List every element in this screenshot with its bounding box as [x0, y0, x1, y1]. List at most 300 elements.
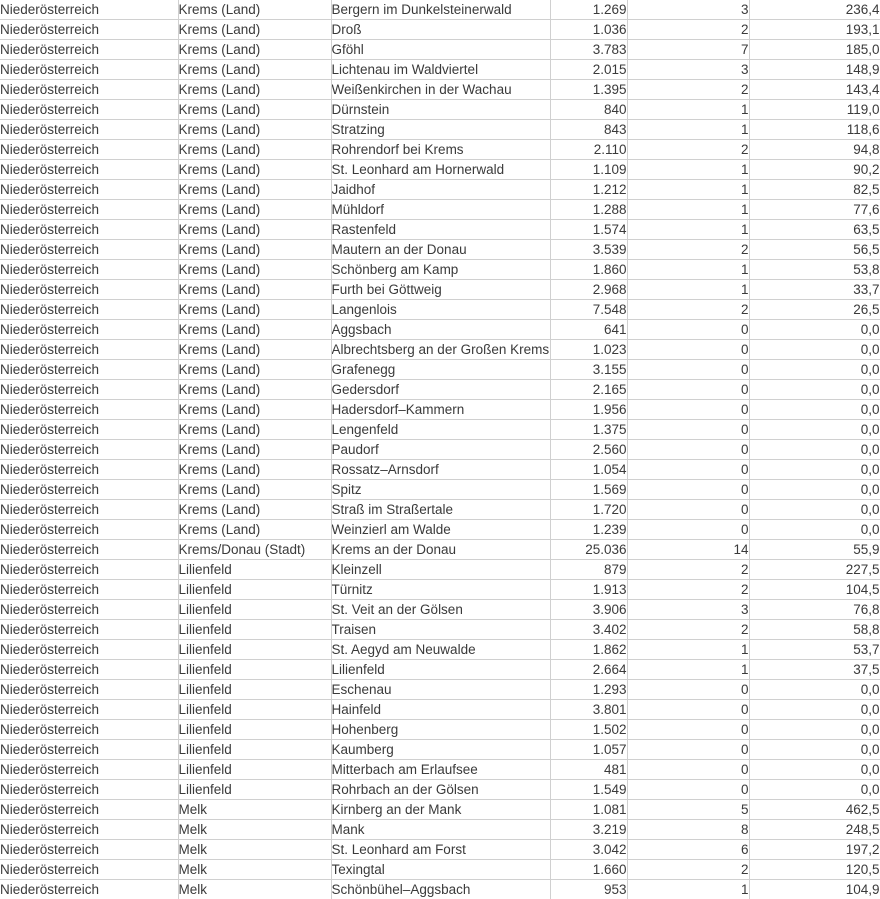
cell-municipality: Lilienfeld — [331, 660, 550, 680]
cell-district: Lilienfeld — [178, 580, 331, 600]
cell-rate: 104,9 — [749, 880, 880, 899]
cell-rate: 90,2 — [749, 160, 880, 180]
cell-district: Krems (Land) — [178, 20, 331, 40]
cell-count: 0 — [627, 500, 749, 520]
cell-population: 2.165 — [550, 380, 627, 400]
table-row — [0, 560, 880, 580]
cell-municipality: Eschenau — [331, 680, 550, 700]
cell-rate: 185,0 — [749, 40, 880, 60]
cell-district: Krems (Land) — [178, 0, 331, 20]
cell-municipality: Jaidhof — [331, 180, 550, 200]
cell-state: Niederösterreich — [0, 340, 178, 360]
cell-rate: 236,4 — [749, 0, 880, 20]
cell-count: 2 — [627, 20, 749, 40]
cell-municipality: Spitz — [331, 480, 550, 500]
cell-district: Melk — [178, 860, 331, 880]
cell-population: 843 — [550, 120, 627, 140]
table-row — [0, 440, 880, 460]
cell-state: Niederösterreich — [0, 240, 178, 260]
cell-rate: 0,0 — [749, 780, 880, 800]
cell-population: 840 — [550, 100, 627, 120]
cell-population: 1.054 — [550, 460, 627, 480]
table-row — [0, 420, 880, 440]
cell-municipality: Hadersdorf–Kammern — [331, 400, 550, 420]
table-row — [0, 160, 880, 180]
cell-municipality: Weinzierl am Walde — [331, 520, 550, 540]
cell-municipality: Gedersdorf — [331, 380, 550, 400]
cell-count: 1 — [627, 660, 749, 680]
cell-district: Lilienfeld — [178, 640, 331, 660]
cell-population: 3.155 — [550, 360, 627, 380]
cell-rate: 0,0 — [749, 460, 880, 480]
cell-rate: 94,8 — [749, 140, 880, 160]
cell-state: Niederösterreich — [0, 200, 178, 220]
cell-municipality: St. Leonhard am Hornerwald — [331, 160, 550, 180]
cell-state: Niederösterreich — [0, 600, 178, 620]
table-row — [0, 120, 880, 140]
cell-municipality: Mühldorf — [331, 200, 550, 220]
cell-district: Krems (Land) — [178, 500, 331, 520]
cell-count: 1 — [627, 260, 749, 280]
cell-population: 1.109 — [550, 160, 627, 180]
cell-population: 1.212 — [550, 180, 627, 200]
cell-state: Niederösterreich — [0, 100, 178, 120]
cell-count: 1 — [627, 640, 749, 660]
cell-municipality: Kleinzell — [331, 560, 550, 580]
cell-state: Niederösterreich — [0, 700, 178, 720]
cell-population: 2.664 — [550, 660, 627, 680]
cell-population: 2.560 — [550, 440, 627, 460]
table-row — [0, 280, 880, 300]
cell-district: Krems (Land) — [178, 240, 331, 260]
cell-state: Niederösterreich — [0, 720, 178, 740]
cell-municipality: Rohrendorf bei Krems — [331, 140, 550, 160]
cell-count: 1 — [627, 120, 749, 140]
cell-district: Krems (Land) — [178, 520, 331, 540]
cell-rate: 104,5 — [749, 580, 880, 600]
cell-municipality: Hainfeld — [331, 700, 550, 720]
table-row — [0, 480, 880, 500]
cell-district: Lilienfeld — [178, 760, 331, 780]
cell-count: 0 — [627, 440, 749, 460]
table-row — [0, 680, 880, 700]
cell-population: 481 — [550, 760, 627, 780]
cell-state: Niederösterreich — [0, 740, 178, 760]
cell-population: 3.042 — [550, 840, 627, 860]
cell-state: Niederösterreich — [0, 0, 178, 20]
cell-rate: 0,0 — [749, 400, 880, 420]
cell-rate: 197,2 — [749, 840, 880, 860]
cell-rate: 0,0 — [749, 480, 880, 500]
table-row — [0, 80, 880, 100]
cell-municipality: St. Leonhard am Forst — [331, 840, 550, 860]
table-row — [0, 300, 880, 320]
cell-state: Niederösterreich — [0, 280, 178, 300]
table-row — [0, 100, 880, 120]
cell-district: Krems (Land) — [178, 480, 331, 500]
cell-municipality: Mautern an der Donau — [331, 240, 550, 260]
cell-state: Niederösterreich — [0, 20, 178, 40]
cell-population: 2.968 — [550, 280, 627, 300]
cell-state: Niederösterreich — [0, 820, 178, 840]
table-row — [0, 340, 880, 360]
cell-rate: 0,0 — [749, 680, 880, 700]
table-row — [0, 880, 880, 899]
cell-population: 3.402 — [550, 620, 627, 640]
table-row — [0, 140, 880, 160]
cell-count: 1 — [627, 220, 749, 240]
cell-population: 1.660 — [550, 860, 627, 880]
cell-state: Niederösterreich — [0, 180, 178, 200]
cell-rate: 0,0 — [749, 520, 880, 540]
cell-count: 0 — [627, 400, 749, 420]
cell-district: Krems (Land) — [178, 400, 331, 420]
cell-district: Lilienfeld — [178, 780, 331, 800]
cell-count: 0 — [627, 420, 749, 440]
cell-rate: 148,9 — [749, 60, 880, 80]
cell-rate: 76,8 — [749, 600, 880, 620]
cell-rate: 56,5 — [749, 240, 880, 260]
cell-district: Krems (Land) — [178, 320, 331, 340]
cell-municipality: Gföhl — [331, 40, 550, 60]
cell-municipality: Bergern im Dunkelsteinerwald — [331, 0, 550, 20]
cell-rate: 118,6 — [749, 120, 880, 140]
cell-population: 3.906 — [550, 600, 627, 620]
cell-count: 5 — [627, 800, 749, 820]
cell-district: Krems/Donau (Stadt) — [178, 540, 331, 560]
table-row — [0, 40, 880, 60]
table-row — [0, 200, 880, 220]
cell-state: Niederösterreich — [0, 540, 178, 560]
cell-district: Melk — [178, 880, 331, 899]
cell-count: 3 — [627, 60, 749, 80]
cell-rate: 227,5 — [749, 560, 880, 580]
cell-count: 0 — [627, 740, 749, 760]
cell-district: Krems (Land) — [178, 280, 331, 300]
cell-count: 0 — [627, 760, 749, 780]
cell-municipality: Albrechtsberg an der Großen Krems — [331, 340, 550, 360]
cell-population: 879 — [550, 560, 627, 580]
cell-count: 0 — [627, 720, 749, 740]
cell-state: Niederösterreich — [0, 380, 178, 400]
cell-state: Niederösterreich — [0, 480, 178, 500]
cell-state: Niederösterreich — [0, 160, 178, 180]
cell-municipality: Schönbühel–Aggsbach — [331, 880, 550, 899]
table-row — [0, 780, 880, 800]
cell-municipality: Mitterbach am Erlaufsee — [331, 760, 550, 780]
table-row — [0, 180, 880, 200]
cell-count: 3 — [627, 0, 749, 20]
table-row — [0, 740, 880, 760]
cell-count: 2 — [627, 560, 749, 580]
cell-municipality: Dürnstein — [331, 100, 550, 120]
table-row — [0, 660, 880, 680]
cell-municipality: Mank — [331, 820, 550, 840]
cell-count: 2 — [627, 580, 749, 600]
cell-municipality: Weißenkirchen in der Wachau — [331, 80, 550, 100]
cell-district: Krems (Land) — [178, 140, 331, 160]
cell-count: 3 — [627, 600, 749, 620]
table-row — [0, 840, 880, 860]
cell-population: 25.036 — [550, 540, 627, 560]
cell-municipality: Aggsbach — [331, 320, 550, 340]
cell-rate: 53,7 — [749, 640, 880, 660]
table-row — [0, 820, 880, 840]
cell-count: 0 — [627, 680, 749, 700]
cell-rate: 0,0 — [749, 420, 880, 440]
cell-state: Niederösterreich — [0, 880, 178, 899]
cell-rate: 0,0 — [749, 760, 880, 780]
cell-district: Lilienfeld — [178, 660, 331, 680]
cell-count: 2 — [627, 240, 749, 260]
cell-municipality: Traisen — [331, 620, 550, 640]
cell-population: 1.057 — [550, 740, 627, 760]
cell-municipality: Kirnberg an der Mank — [331, 800, 550, 820]
cell-rate: 58,8 — [749, 620, 880, 640]
cell-count: 2 — [627, 300, 749, 320]
cell-population: 1.956 — [550, 400, 627, 420]
cell-population: 1.502 — [550, 720, 627, 740]
cell-state: Niederösterreich — [0, 80, 178, 100]
cell-municipality: Langenlois — [331, 300, 550, 320]
cell-rate: 0,0 — [749, 340, 880, 360]
cell-state: Niederösterreich — [0, 560, 178, 580]
cell-count: 1 — [627, 280, 749, 300]
table-row — [0, 540, 880, 560]
cell-rate: 0,0 — [749, 500, 880, 520]
cell-district: Krems (Land) — [178, 300, 331, 320]
cell-district: Krems (Land) — [178, 40, 331, 60]
cell-count: 0 — [627, 700, 749, 720]
cell-population: 1.081 — [550, 800, 627, 820]
cell-municipality: Paudorf — [331, 440, 550, 460]
cell-district: Melk — [178, 820, 331, 840]
table-row — [0, 360, 880, 380]
cell-rate: 462,5 — [749, 800, 880, 820]
cell-rate: 0,0 — [749, 740, 880, 760]
cell-rate: 193,1 — [749, 20, 880, 40]
cell-count: 7 — [627, 40, 749, 60]
table-row — [0, 220, 880, 240]
cell-count: 2 — [627, 620, 749, 640]
cell-municipality: Furth bei Göttweig — [331, 280, 550, 300]
table-row — [0, 760, 880, 780]
table-row — [0, 380, 880, 400]
table-row — [0, 500, 880, 520]
cell-count: 0 — [627, 520, 749, 540]
cell-state: Niederösterreich — [0, 680, 178, 700]
cell-count: 2 — [627, 140, 749, 160]
table-row — [0, 260, 880, 280]
cell-district: Krems (Land) — [178, 80, 331, 100]
cell-count: 1 — [627, 160, 749, 180]
table-row — [0, 400, 880, 420]
cell-state: Niederösterreich — [0, 580, 178, 600]
cell-count: 0 — [627, 460, 749, 480]
cell-municipality: Rastenfeld — [331, 220, 550, 240]
cell-district: Krems (Land) — [178, 440, 331, 460]
cell-count: 1 — [627, 200, 749, 220]
cell-municipality: Droß — [331, 20, 550, 40]
cell-state: Niederösterreich — [0, 320, 178, 340]
cell-count: 0 — [627, 320, 749, 340]
cell-population: 1.720 — [550, 500, 627, 520]
cell-population: 1.913 — [550, 580, 627, 600]
cell-district: Melk — [178, 840, 331, 860]
table-row — [0, 640, 880, 660]
table-row — [0, 520, 880, 540]
cell-district: Krems (Land) — [178, 380, 331, 400]
cell-state: Niederösterreich — [0, 40, 178, 60]
cell-population: 3.801 — [550, 700, 627, 720]
cell-population: 2.015 — [550, 60, 627, 80]
cell-count: 0 — [627, 480, 749, 500]
cell-state: Niederösterreich — [0, 120, 178, 140]
cell-population: 3.219 — [550, 820, 627, 840]
cell-population: 1.569 — [550, 480, 627, 500]
table-row — [0, 620, 880, 640]
cell-rate: 63,5 — [749, 220, 880, 240]
cell-rate: 143,4 — [749, 80, 880, 100]
cell-district: Krems (Land) — [178, 340, 331, 360]
cell-rate: 0,0 — [749, 380, 880, 400]
cell-population: 1.549 — [550, 780, 627, 800]
cell-state: Niederösterreich — [0, 300, 178, 320]
cell-count: 1 — [627, 180, 749, 200]
cell-rate: 248,5 — [749, 820, 880, 840]
table-row — [0, 720, 880, 740]
cell-municipality: Straß im Straßertale — [331, 500, 550, 520]
cell-district: Melk — [178, 800, 331, 820]
cell-state: Niederösterreich — [0, 620, 178, 640]
cell-state: Niederösterreich — [0, 660, 178, 680]
cell-state: Niederösterreich — [0, 640, 178, 660]
cell-municipality: Lichtenau im Waldviertel — [331, 60, 550, 80]
cell-population: 1.395 — [550, 80, 627, 100]
cell-district: Krems (Land) — [178, 120, 331, 140]
table-row — [0, 600, 880, 620]
cell-district: Krems (Land) — [178, 260, 331, 280]
cell-district: Lilienfeld — [178, 560, 331, 580]
cell-count: 2 — [627, 80, 749, 100]
cell-state: Niederösterreich — [0, 140, 178, 160]
cell-population: 953 — [550, 880, 627, 899]
cell-population: 3.783 — [550, 40, 627, 60]
cell-municipality: Kaumberg — [331, 740, 550, 760]
cell-district: Krems (Land) — [178, 420, 331, 440]
cell-state: Niederösterreich — [0, 420, 178, 440]
cell-municipality: Texingtal — [331, 860, 550, 880]
cell-population: 1.574 — [550, 220, 627, 240]
cell-population: 1.862 — [550, 640, 627, 660]
cell-municipality: Lengenfeld — [331, 420, 550, 440]
cell-population: 1.269 — [550, 0, 627, 20]
cell-population: 1.288 — [550, 200, 627, 220]
cell-rate: 0,0 — [749, 720, 880, 740]
cell-population: 1.860 — [550, 260, 627, 280]
cell-rate: 37,5 — [749, 660, 880, 680]
cell-rate: 55,9 — [749, 540, 880, 560]
cell-rate: 33,7 — [749, 280, 880, 300]
cell-district: Lilienfeld — [178, 620, 331, 640]
table-row — [0, 860, 880, 880]
cell-state: Niederösterreich — [0, 460, 178, 480]
cell-state: Niederösterreich — [0, 400, 178, 420]
cell-rate: 119,0 — [749, 100, 880, 120]
cell-rate: 0,0 — [749, 360, 880, 380]
cell-state: Niederösterreich — [0, 760, 178, 780]
cell-municipality: Hohenberg — [331, 720, 550, 740]
cell-state: Niederösterreich — [0, 60, 178, 80]
cell-district: Lilienfeld — [178, 720, 331, 740]
cell-count: 0 — [627, 380, 749, 400]
cell-count: 1 — [627, 100, 749, 120]
cell-population: 1.036 — [550, 20, 627, 40]
table-row — [0, 320, 880, 340]
cell-rate: 53,8 — [749, 260, 880, 280]
cell-municipality: Rohrbach an der Gölsen — [331, 780, 550, 800]
cell-district: Krems (Land) — [178, 180, 331, 200]
cell-population: 1.375 — [550, 420, 627, 440]
cell-count: 0 — [627, 780, 749, 800]
cell-municipality: Rossatz–Arnsdorf — [331, 460, 550, 480]
cell-population: 2.110 — [550, 140, 627, 160]
cell-population: 641 — [550, 320, 627, 340]
table-row — [0, 0, 880, 20]
cell-state: Niederösterreich — [0, 860, 178, 880]
cell-population: 7.548 — [550, 300, 627, 320]
cell-count: 2 — [627, 860, 749, 880]
cell-rate: 120,5 — [749, 860, 880, 880]
cell-municipality: St. Aegyd am Neuwalde — [331, 640, 550, 660]
cell-district: Krems (Land) — [178, 200, 331, 220]
cell-population: 1.293 — [550, 680, 627, 700]
cell-state: Niederösterreich — [0, 440, 178, 460]
cell-state: Niederösterreich — [0, 500, 178, 520]
cell-population: 1.023 — [550, 340, 627, 360]
table-row — [0, 700, 880, 720]
cell-state: Niederösterreich — [0, 360, 178, 380]
cell-state: Niederösterreich — [0, 520, 178, 540]
cell-count: 14 — [627, 540, 749, 560]
cell-district: Lilienfeld — [178, 740, 331, 760]
cell-district: Krems (Land) — [178, 360, 331, 380]
table-row — [0, 240, 880, 260]
cell-state: Niederösterreich — [0, 260, 178, 280]
cell-rate: 77,6 — [749, 200, 880, 220]
table-row — [0, 800, 880, 820]
cell-district: Krems (Land) — [178, 460, 331, 480]
cell-district: Lilienfeld — [178, 700, 331, 720]
cell-district: Krems (Land) — [178, 160, 331, 180]
cell-district: Lilienfeld — [178, 680, 331, 700]
table-row — [0, 580, 880, 600]
cell-district: Krems (Land) — [178, 100, 331, 120]
table-row — [0, 460, 880, 480]
cell-state: Niederösterreich — [0, 780, 178, 800]
table-row — [0, 20, 880, 40]
cell-count: 8 — [627, 820, 749, 840]
cell-municipality: Grafenegg — [331, 360, 550, 380]
cell-rate: 0,0 — [749, 440, 880, 460]
cell-rate: 82,5 — [749, 180, 880, 200]
table-row — [0, 60, 880, 80]
cell-municipality: Schönberg am Kamp — [331, 260, 550, 280]
cell-rate: 26,5 — [749, 300, 880, 320]
cell-municipality: Stratzing — [331, 120, 550, 140]
cell-population: 1.239 — [550, 520, 627, 540]
cell-count: 0 — [627, 340, 749, 360]
